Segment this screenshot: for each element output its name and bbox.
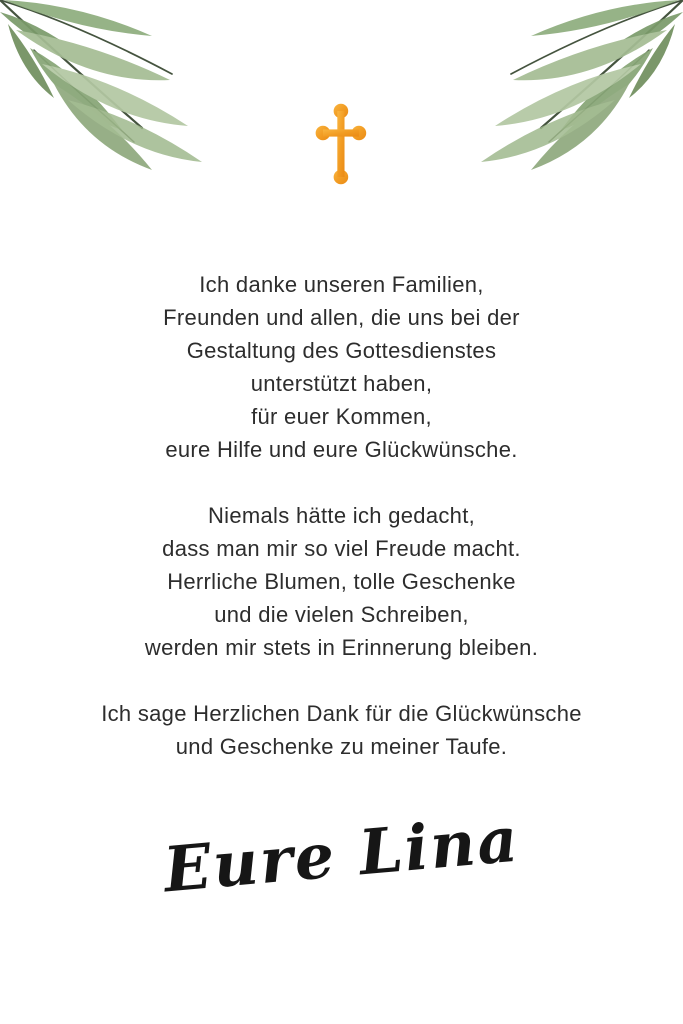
message-line: eure Hilfe und eure Glückwünsche. [165,437,518,462]
message-line: Niemals hätte ich gedacht, [207,503,476,528]
message-line: Herrliche Blumen, tolle Geschenke [167,569,516,594]
cross-icon [313,102,367,186]
leaf-branch-left [0,0,215,185]
message-line: und Geschenke zu meiner Taufe. [175,734,508,759]
message-line: Gestaltung des Gottesdienstes [186,338,497,363]
leaf-branch-right [468,0,683,185]
message-line: dass man mir so viel Freude macht. [162,536,521,561]
message-text [0,268,683,763]
message-line: und die vielen Schreiben, [214,602,469,627]
message-paragraph [0,697,683,763]
message-line: Ich danke unseren Familien, [199,272,484,297]
message-line: Ich sage Herzlichen Dank für die Glückwünsche [101,701,582,726]
message-paragraph [0,499,683,664]
message-line: für euer Kommen, [251,404,432,429]
message-line: Freunden und allen, die uns bei der [163,305,520,330]
message-line: unterstützt haben, [250,371,433,396]
message-line: werden mir stets in Erinnerung bleiben. [144,635,539,660]
message-paragraph [0,268,683,466]
signature: Eure Lina [160,802,523,907]
